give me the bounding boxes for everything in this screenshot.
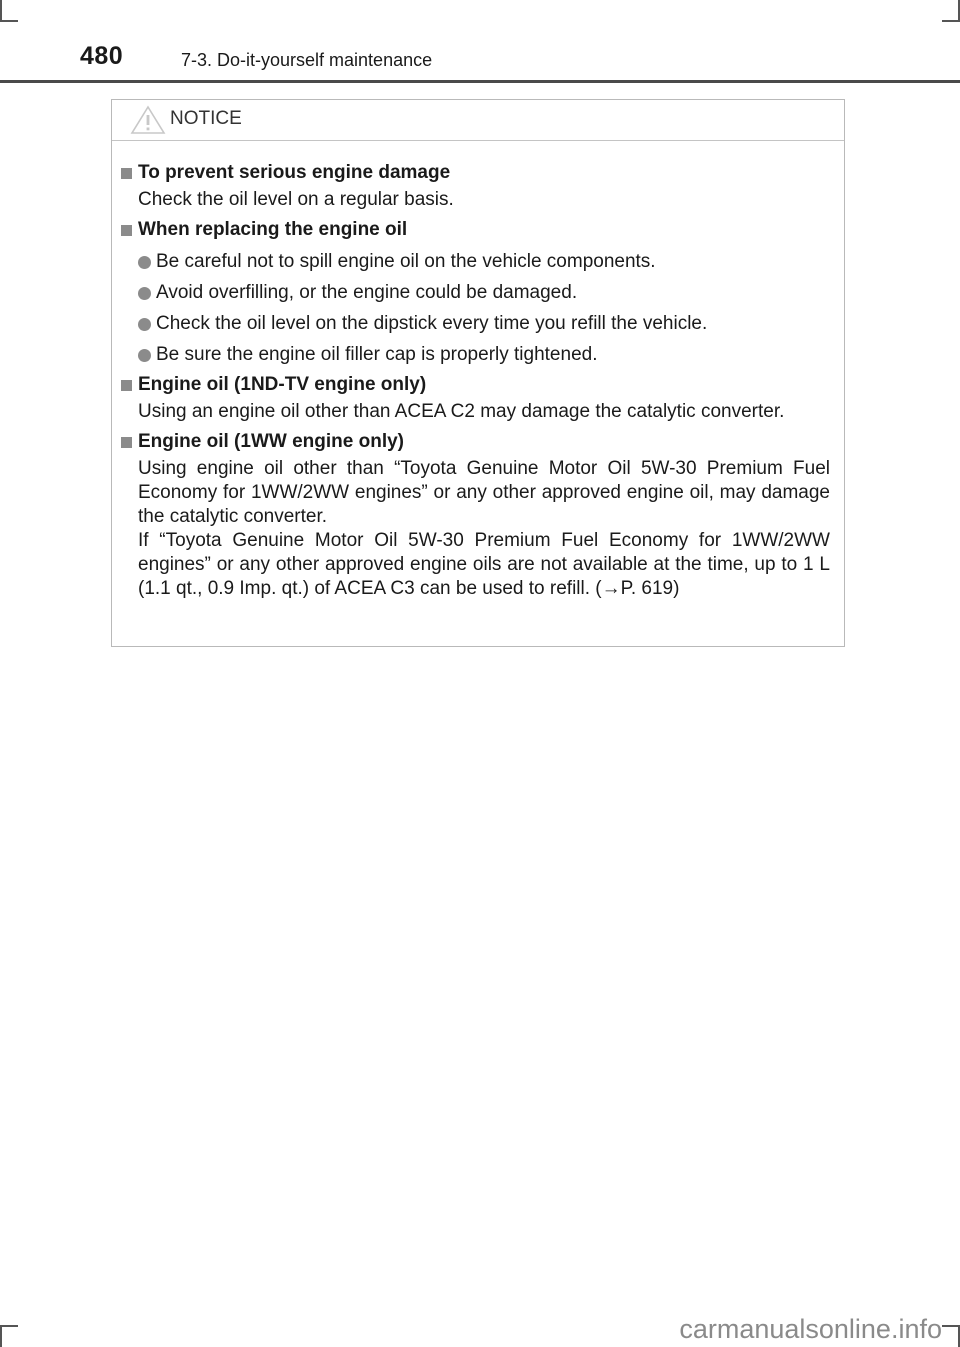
paragraph: If “Toyota Genuine Motor Oil 5W-30 Premium Fuel Economy for 1WW/2WW engines” or any other approved engine oils are not available at the time, up to 1 L (1.1 qt., 0.9 Imp. qt.) of ACEA C3 can be used to refill. (→P. 619): [138, 530, 830, 599]
page-header: [0, 0, 960, 84]
crop-mark: [0, 1325, 2, 1347]
section-title: 7-3. Do-it-yourself maintenance: [181, 50, 433, 70]
list-item-text: Be sure the engine oil filler cap is properly tightened.: [156, 344, 598, 365]
section-heading: [121, 372, 830, 398]
list-item-text: Check the oil level on the dipstick every time you refill the vehicle.: [156, 313, 708, 334]
crop-mark: [942, 1325, 960, 1327]
notice-label: NOTICE: [170, 108, 242, 129]
square-bullet-icon: [121, 437, 132, 448]
warning-triangle-icon: [130, 105, 166, 135]
section-heading-text: Engine oil (1WW engine only): [138, 431, 404, 452]
square-bullet-icon: [121, 380, 132, 391]
paragraph: Using an engine oil other than ACEA C2 may damage the catalytic converter.: [138, 401, 785, 422]
section-text: [121, 188, 830, 212]
round-bullet-icon: [138, 287, 151, 300]
watermark: carmanualsonline.info: [679, 1314, 942, 1344]
square-bullet-icon: [121, 225, 132, 236]
section-heading: [121, 160, 830, 186]
notice-box: [111, 99, 845, 647]
section-text: [121, 400, 830, 424]
crop-mark: [0, 1325, 18, 1327]
section-text: [121, 457, 830, 601]
page-number: 480: [80, 42, 124, 70]
section-heading-text: To prevent serious engine damage: [138, 162, 451, 183]
paragraph: Using engine oil other than “Toyota Genuine Motor Oil 5W-30 Premium Fuel Economy for 1WW/2WW engines” or any other approved engine oil, may damage the catalytic converter.: [138, 458, 830, 527]
section-heading-text: Engine oil (1ND-TV engine only): [138, 374, 427, 395]
notice-header: [112, 100, 844, 141]
round-bullet-icon: [138, 256, 151, 269]
list-item: [121, 250, 830, 274]
list-item: [121, 343, 830, 367]
round-bullet-icon: [138, 349, 151, 362]
header-divider: [0, 80, 960, 83]
notice-body: [112, 141, 844, 601]
list-item-text: Avoid overfilling, or the engine could be damaged.: [156, 282, 578, 303]
list-item: [121, 312, 830, 336]
list-item: [121, 281, 830, 305]
section-heading: [121, 429, 830, 455]
paragraph: Check the oil level on a regular basis.: [138, 189, 454, 210]
section-heading: [121, 217, 830, 243]
square-bullet-icon: [121, 168, 132, 179]
list-item-text: Be careful not to spill engine oil on the vehicle components.: [156, 251, 656, 272]
round-bullet-icon: [138, 318, 151, 331]
section-heading-text: When replacing the engine oil: [138, 219, 408, 240]
